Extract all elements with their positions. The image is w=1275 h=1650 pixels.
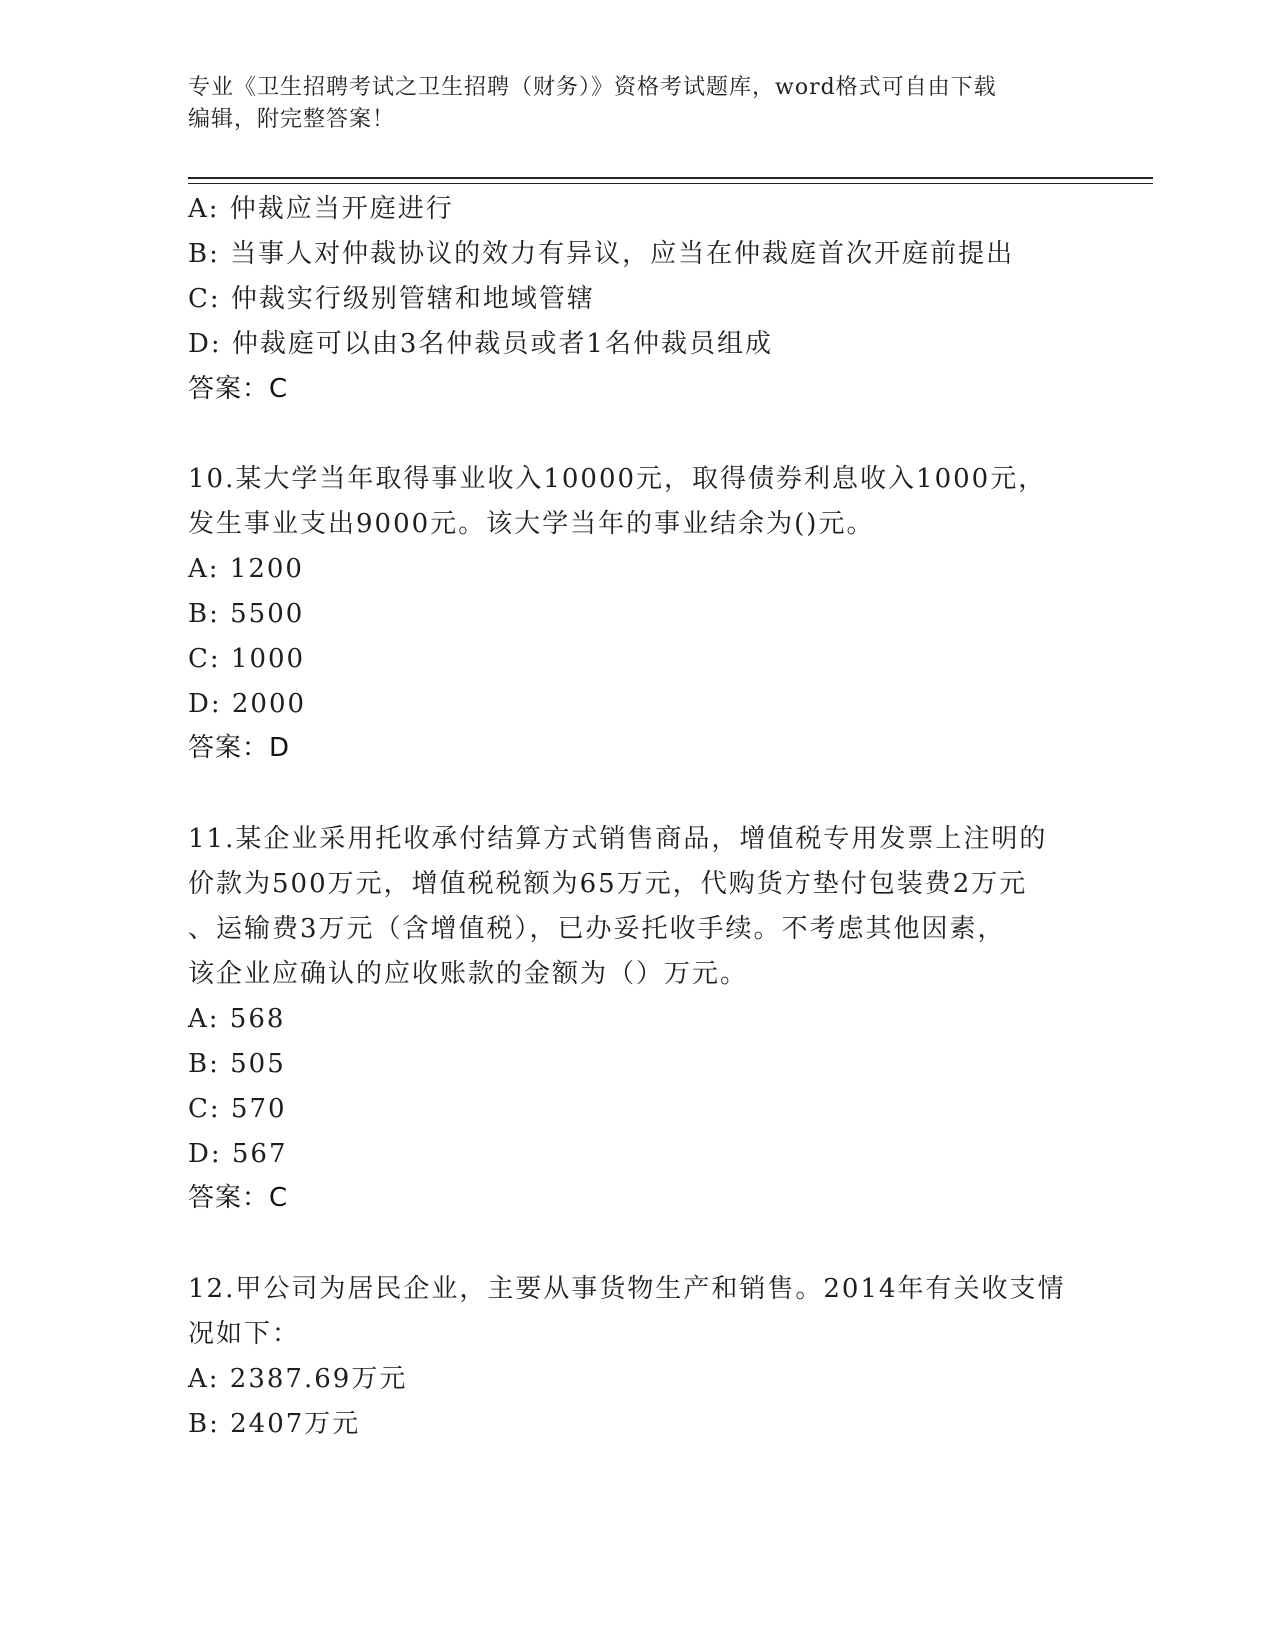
header-divider-thick xyxy=(188,177,1153,179)
q9-option-a: A: 仲裁应当开庭进行 xyxy=(188,194,454,224)
q11-option-b: B: 505 xyxy=(188,1049,286,1079)
header-line-2: 编辑，附完整答案！ xyxy=(188,107,396,132)
q10-option-a: A: 1200 xyxy=(188,554,304,584)
q11-option-c: C: 570 xyxy=(188,1094,287,1124)
q9-option-c: C: 仲裁实行级别管辖和地域管辖 xyxy=(188,284,595,314)
q11-answer: 答案：C xyxy=(188,1183,289,1213)
q11-stem-line-1: 11.某企业采用托收承付结算方式销售商品，增值税专用发票上注明的 xyxy=(188,824,1048,854)
q11-stem-line-4: 该企业应确认的应收账款的金额为（）万元。 xyxy=(188,959,749,989)
q10-option-d: D: 2000 xyxy=(188,689,307,719)
q10-stem-line-2: 发生事业支出9000元。该大学当年的事业结余为()元。 xyxy=(188,509,875,539)
q10-option-c: C: 1000 xyxy=(188,644,306,674)
q9-answer: 答案：C xyxy=(188,374,289,404)
q10-option-b: B: 5500 xyxy=(188,599,305,629)
q12-option-a: A: 2387.69万元 xyxy=(188,1364,408,1394)
q11-stem-line-3: 、运输费3万元（含增值税），已办妥托收手续。不考虑其他因素， xyxy=(188,914,1006,944)
q9-option-d: D: 仲裁庭可以由3名仲裁员或者1名仲裁员组成 xyxy=(188,329,773,359)
q9-option-b: B: 当事人对仲裁协议的效力有异议，应当在仲裁庭首次开庭前提出 xyxy=(188,239,1015,269)
q12-stem-line-2: 况如下： xyxy=(188,1319,301,1349)
q12-stem-line-1: 12.甲公司为居民企业，主要从事货物生产和销售。2014年有关收支情 xyxy=(188,1274,1066,1304)
document-header xyxy=(188,72,1088,136)
q11-option-a: A: 568 xyxy=(188,1004,286,1034)
q10-stem-line-1: 10.某大学当年取得事业收入10000元，取得债券利息收入1000元， xyxy=(188,464,1047,494)
q11-stem-line-2: 价款为500万元，增值税税额为65万元，代购货方垫付包装费2万元 xyxy=(188,869,1028,899)
header-divider-thin xyxy=(188,183,1153,184)
q12-option-b: B: 2407万元 xyxy=(188,1409,361,1439)
header-line-1: 专业《卫生招聘考试之卫生招聘（财务）》资格考试题库，word格式可自由下载 xyxy=(188,75,997,100)
q11-option-d: D: 567 xyxy=(188,1139,288,1169)
q10-answer: 答案：D xyxy=(188,733,291,763)
